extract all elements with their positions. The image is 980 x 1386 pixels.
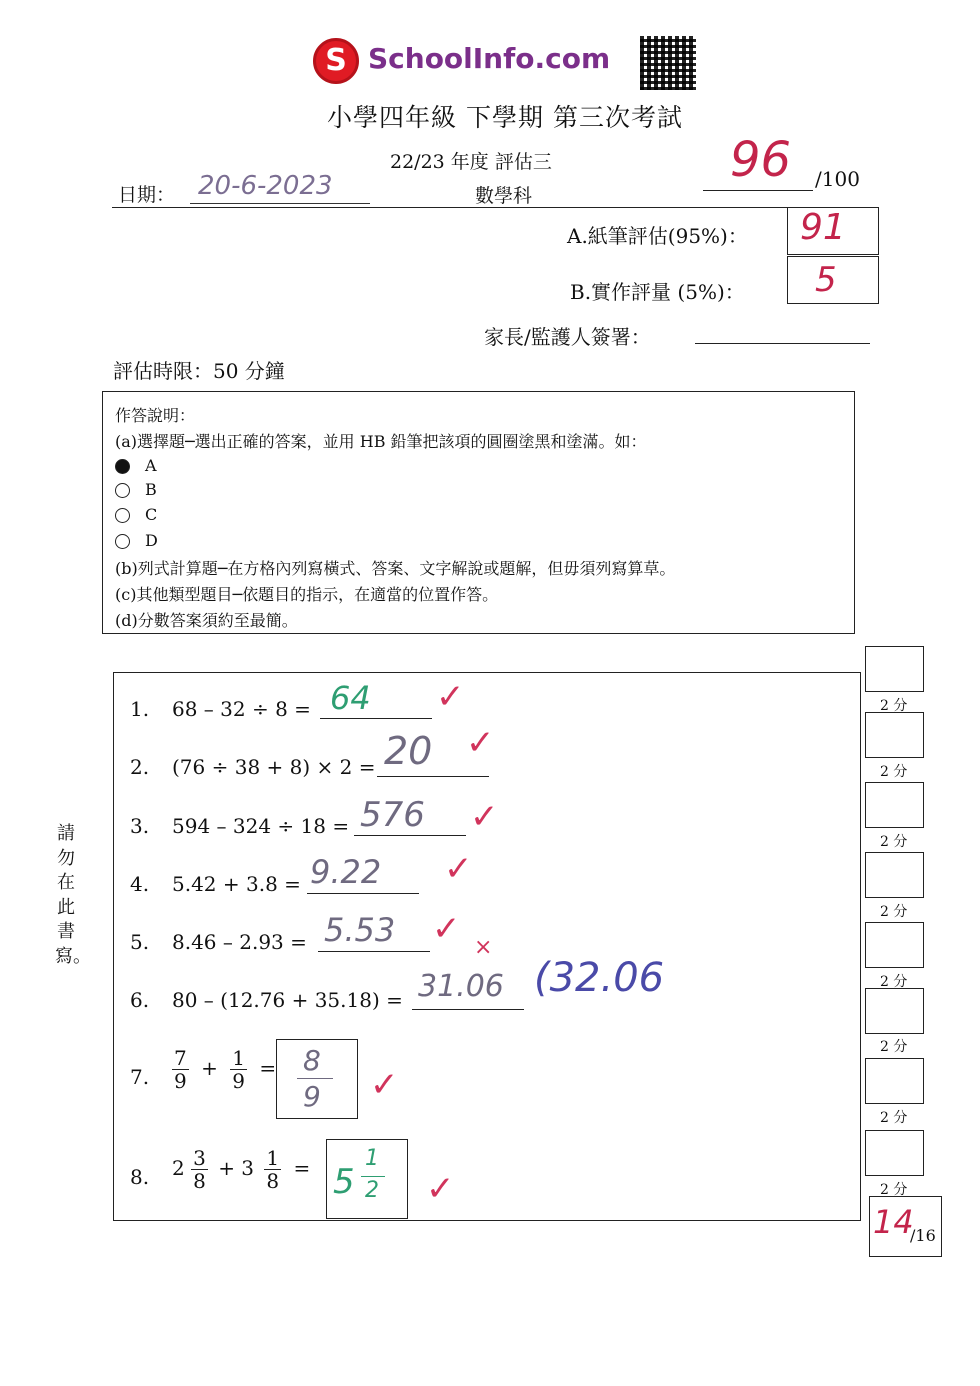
mark-box [865,1130,924,1176]
question-expression: 5.42 + 3.8 = [172,872,301,896]
mark-label: 2 分 [880,1039,908,1055]
radio-filled-icon [115,459,130,474]
answer-line [320,718,432,719]
section-total-value: 14 [873,1203,914,1241]
answer-line [377,776,489,777]
mark-label: 2 分 [880,1182,908,1198]
mark-label: 2 分 [880,698,908,714]
answer-line [412,1009,524,1010]
question-expression [172,1147,310,1192]
fraction [172,1047,189,1092]
mark-label: 2 分 [880,974,908,990]
section-total-max: /16 [910,1226,936,1245]
answer-box [276,1039,358,1119]
equals-sign: = [293,1156,311,1180]
instruction-b: (b)列式計算題─在方格內列寫橫式、答案、文字解說或題解，但毋須列寫算草。 [115,559,676,578]
cross-mark-icon: × [474,935,493,960]
instruction-c: (c)其他類型題目─依題目的指示，在適當的位置作答。 [115,585,499,604]
check-mark-icon: ✓ [444,849,473,889]
logo-text: SchoolInfo.com [368,42,611,75]
fraction-numerator: 1 [232,1046,245,1070]
mark-box [865,646,924,692]
parent-signature-label: 家長/監護人簽署： [484,325,651,349]
mark-label: 2 分 [880,764,908,780]
fraction-numerator: 7 [174,1046,187,1070]
mark-box [865,782,924,828]
fraction-denominator: 8 [193,1169,206,1193]
part-a-label: A.紙筆評估(95%)： [567,224,748,248]
questions-box [113,672,861,1221]
question-number: 4. [130,872,150,896]
mark-label: 2 分 [880,904,908,920]
question-number: 8. [130,1165,150,1189]
answer-value: 576 [360,795,425,835]
answer-numerator: 8 [303,1044,321,1077]
question-number: 2. [130,755,150,779]
date-line [190,203,370,204]
year-line: 22/23 年度 評估三 [390,151,552,173]
score-line [703,190,813,191]
question-expression: (76 ÷ 38 + 8) × 2 = [172,755,376,779]
fraction [191,1147,208,1192]
radio-empty-icon [115,508,130,523]
instruction-a: (a)選擇題─選出正確的答案，並用 HB 鉛筆把該項的圓圈塗黑和塗滿。如： [115,432,647,451]
equals-sign: = [259,1056,277,1080]
operator: + 3 [218,1156,255,1180]
mark-box [865,988,924,1034]
question-expression: 8.46 – 2.93 = [172,930,307,954]
answer-value: 9.22 [310,853,382,891]
total-score-max: /100 [815,167,860,191]
answer-denominator: 9 [303,1080,321,1113]
date-label: 日期： [118,184,176,206]
answer-value: 5.53 [324,911,396,949]
mark-box [865,712,924,758]
option-label: B [145,480,157,499]
answer-whole: 5 [333,1162,355,1202]
radio-empty-icon [115,483,130,498]
total-score-value: 96 [730,132,792,188]
mark-box [865,1058,924,1104]
question-number: 5. [130,930,150,954]
check-mark-icon: ✓ [436,677,465,717]
answer-line [307,893,419,894]
side-note: 請勿在此書寫。 [55,823,91,967]
option-label: C [145,505,158,524]
subject: 數學科 [475,185,533,207]
question-expression: 80 – (12.76 + 35.18) = [172,988,403,1012]
instruction-d: (d)分數答案須約至最簡。 [115,611,298,630]
mark-box [865,852,924,898]
question-expression [172,1047,276,1092]
question-expression: 594 – 324 ÷ 18 = [172,814,350,838]
fraction-numerator: 1 [266,1146,280,1170]
question-number: 7. [130,1065,150,1089]
question-expression: 68 – 32 ÷ 8 = [172,697,311,721]
fraction [230,1047,247,1092]
page-title: 小學四年級 下學期 第三次考試 [327,103,683,132]
operator: + [201,1056,218,1080]
answer-numerator: 1 [365,1146,379,1171]
answer-fraction-bar [361,1176,385,1177]
answer-fraction-bar [297,1078,333,1079]
time-limit: 評估時限：50 分鐘 [113,359,285,383]
answer-value: 64 [330,679,371,717]
qr-code-icon [640,36,696,90]
instructions-heading: 作答說明： [115,406,196,425]
check-mark-icon: ✓ [370,1065,399,1105]
logo-icon: S [313,38,359,84]
mark-label: 2 分 [880,1110,908,1126]
correction-value: (32.06 [534,955,665,1001]
question-number: 6. [130,988,150,1012]
option-label: A [145,456,157,475]
instructions-box [102,391,855,634]
fraction-denominator: 8 [266,1169,280,1193]
header-divider [112,207,862,208]
answer-box [326,1139,408,1219]
mark-box [865,922,924,968]
check-mark-icon: ✓ [466,723,495,763]
fraction [264,1147,281,1192]
part-b-score: 5 [815,260,837,300]
question-number: 3. [130,814,150,838]
answer-value: 31.06 [418,969,504,1004]
fraction-denominator: 9 [232,1069,245,1093]
check-mark-icon: ✓ [426,1169,455,1209]
check-mark-icon: ✓ [470,797,499,837]
whole-number: 2 [172,1156,185,1180]
answer-value: 20 [384,729,433,773]
fraction-denominator: 9 [174,1069,187,1093]
answer-denominator: 2 [365,1178,379,1203]
answer-line [354,835,466,836]
fraction-numerator: 3 [193,1146,206,1170]
question-number: 1. [130,697,150,721]
mark-label: 2 分 [880,834,908,850]
part-a-score: 91 [800,207,846,248]
answer-line [318,951,430,952]
part-b-label: B.實作評量 (5%)： [570,280,745,304]
check-mark-icon: ✓ [432,909,461,949]
parent-signature-line [695,343,870,344]
option-label: D [145,531,158,550]
radio-empty-icon [115,534,130,549]
date-value: 20-6-2023 [198,171,333,201]
